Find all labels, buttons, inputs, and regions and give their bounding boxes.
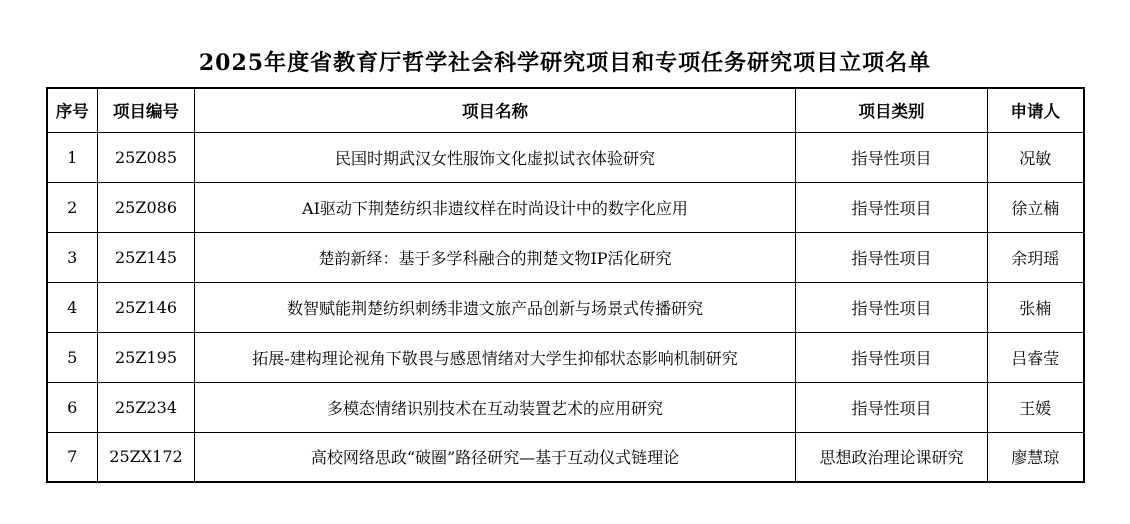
table-row: [47, 332, 1084, 382]
header-category: 项目类别: [796, 88, 988, 132]
cell-applicant: 徐立楠: [988, 182, 1084, 232]
table-header: [47, 88, 1084, 132]
header-name: 项目名称: [195, 88, 796, 132]
table-row: [47, 132, 1084, 182]
cell-category: 指导性项目: [796, 132, 988, 182]
cell-seq: 1: [47, 132, 98, 182]
cell-name: 数智赋能荆楚纺织刺绣非遗文旅产品创新与场景式传播研究: [195, 282, 796, 332]
table-row: [47, 282, 1084, 332]
cell-code: 25Z085: [98, 132, 195, 182]
cell-name: 民国时期武汉女性服饰文化虚拟试衣体验研究: [195, 132, 796, 182]
header-applicant: 申请人: [988, 88, 1084, 132]
cell-applicant: 吕睿莹: [988, 332, 1084, 382]
cell-code: 25Z145: [98, 232, 195, 282]
cell-name: 拓展-建构理论视角下敬畏与感恩情绪对大学生抑郁状态影响机制研究: [195, 332, 796, 382]
cell-seq: 4: [47, 282, 98, 332]
cell-category: 指导性项目: [796, 332, 988, 382]
cell-applicant: 张楠: [988, 282, 1084, 332]
cell-category: 指导性项目: [796, 282, 988, 332]
cell-category: 思想政治理论课研究: [796, 432, 988, 482]
table-row: [47, 232, 1084, 282]
cell-seq: 2: [47, 182, 98, 232]
cell-seq: 3: [47, 232, 98, 282]
cell-code: 25ZX172: [98, 432, 195, 482]
header-seq: 序号: [47, 88, 98, 132]
cell-name: 楚韵新绎：基于多学科融合的荆楚文物IP活化研究: [195, 232, 796, 282]
cell-seq: 7: [47, 432, 98, 482]
projects-table: [46, 87, 1085, 483]
cell-applicant: 况敏: [988, 132, 1084, 182]
cell-code: 25Z086: [98, 182, 195, 232]
table-body: [47, 132, 1084, 482]
header-row: [47, 88, 1084, 132]
cell-name: 多模态情绪识别技术在互动装置艺术的应用研究: [195, 382, 796, 432]
table-row: [47, 382, 1084, 432]
cell-applicant: 王媛: [988, 382, 1084, 432]
cell-seq: 5: [47, 332, 98, 382]
cell-applicant: 廖慧琼: [988, 432, 1084, 482]
cell-code: 25Z146: [98, 282, 195, 332]
cell-category: 指导性项目: [796, 232, 988, 282]
table-row: [47, 432, 1084, 482]
page-title: 2025年度省教育厅哲学社会科学研究项目和专项任务研究项目立项名单: [198, 50, 932, 76]
table-row: [47, 182, 1084, 232]
cell-category: 指导性项目: [796, 382, 988, 432]
cell-code: 25Z195: [98, 332, 195, 382]
cell-name: AI驱动下荆楚纺织非遗纹样在时尚设计中的数字化应用: [195, 182, 796, 232]
cell-category: 指导性项目: [796, 182, 988, 232]
cell-applicant: 余玥瑶: [988, 232, 1084, 282]
cell-code: 25Z234: [98, 382, 195, 432]
cell-name: 高校网络思政“破圈”路径研究—基于互动仪式链理论: [195, 432, 796, 482]
cell-seq: 6: [47, 382, 98, 432]
header-code: 项目编号: [98, 88, 195, 132]
